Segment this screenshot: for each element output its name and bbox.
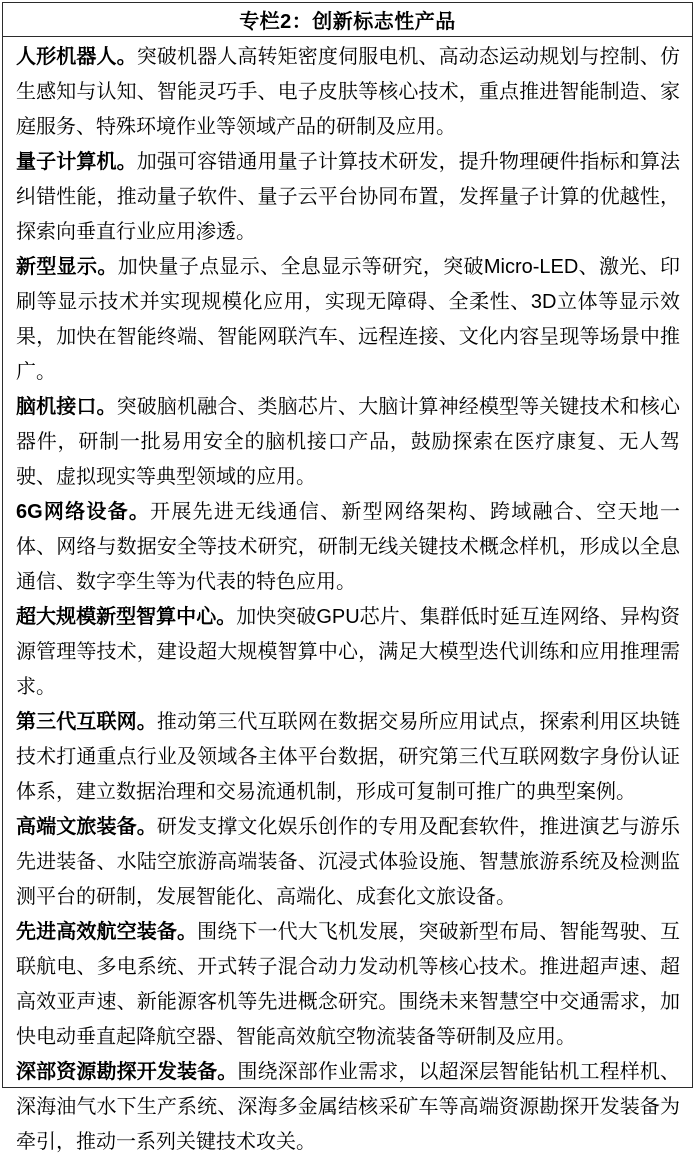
panel-body xyxy=(3,37,692,1166)
entry-text: 突破机器人高转矩密度伺服电机、高动态运动规划与控制、仿生感知与认知、智能灵巧手、电子皮肤等核心技术，重点推进智能制造、家庭服务、特殊环境作业等领域产品的研制及应用。 xyxy=(16,46,680,138)
entry-text: 加快突破GPU芯片、集群低时延互连网络、异构资源管理等技术，建设超大规模智算中心，满足大模型迭代训练和应用推理需求。 xyxy=(16,606,680,698)
entry-paragraph xyxy=(16,915,680,1055)
entry-term: 6G网络设备。 xyxy=(16,501,151,523)
panel-title: 专栏2：创新标志性产品 xyxy=(3,3,692,37)
entry-paragraph xyxy=(16,810,680,915)
entry-text: 开展先进无线通信、新型网络架构、跨域融合、空天地一体、网络与数据安全等技术研究，研制无线关键技术概念样机，形成以全息通信、数字孪生等为代表的特色应用。 xyxy=(16,501,681,593)
entry-text: 突破脑机融合、类脑芯片、大脑计算神经模型等关键技术和核心器件，研制一批易用安全的脑机接口产品，鼓励探索在医疗康复、无人驾驶、虚拟现实等典型领域的应用。 xyxy=(16,396,680,488)
entry-term: 深部资源勘探开发装备。 xyxy=(16,1061,238,1083)
entry-paragraph xyxy=(16,145,680,250)
entry-paragraph xyxy=(16,600,680,705)
entry-paragraph xyxy=(16,495,680,600)
entry-term: 人形机器人。 xyxy=(16,46,137,68)
entry-term: 脑机接口。 xyxy=(16,396,117,418)
entry-text: 围绕深部作业需求，以超深层智能钻机工程样机、深海油气水下生产系统、深海多金属结核采矿车等高端资源勘探开发装备为牵引，推动一系列关键技术攻关。 xyxy=(16,1061,680,1153)
entry-paragraph xyxy=(16,1055,680,1160)
entry-paragraph xyxy=(16,705,680,810)
entry-term: 高端文旅装备。 xyxy=(16,816,157,838)
entry-term: 新型显示。 xyxy=(16,256,118,278)
entry-term: 第三代互联网。 xyxy=(16,711,157,733)
entry-paragraph xyxy=(16,250,680,390)
entry-text: 推动第三代互联网在数据交易所应用试点，探索利用区块链技术打通重点行业及领域各主体平台数据，研究第三代互联网数字身份认证体系，建立数据治理和交易流通机制，形成可复制可推广的典型案例。 xyxy=(16,711,680,803)
entry-term: 先进高效航空装备。 xyxy=(16,921,198,943)
entry-term: 量子计算机。 xyxy=(16,151,137,173)
entry-text: 研发支撑文化娱乐创作的专用及配套软件，推进演艺与游乐先进装备、水陆空旅游高端装备、沉浸式体验设施、智慧旅游系统及检测监测平台的研制，发展智能化、高端化、成套化文旅设备。 xyxy=(16,816,680,908)
entry-paragraph xyxy=(16,40,680,145)
entry-term: 超大规模新型智算中心。 xyxy=(16,606,237,628)
entry-text: 围绕下一代大飞机发展，突破新型布局、智能驾驶、互联航电、多电系统、开式转子混合动力发动机等核心技术。推进超声速、超高效亚声速、新能源客机等先进概念研究。围绕未来智慧空中交通需求，加快电动垂直起降航空器、智能高效航空物流装备等研制及应用。 xyxy=(16,921,680,1048)
column-box-panel xyxy=(2,2,693,1153)
entry-text: 加强可容错通用量子计算技术研发，提升物理硬件指标和算法纠错性能，推动量子软件、量子云平台协同布置，发挥量子计算的优越性，探索向垂直行业应用渗透。 xyxy=(16,151,680,243)
entry-paragraph xyxy=(16,390,680,495)
entry-text: 加快量子点显示、全息显示等研究，突破Micro-LED、激光、印刷等显示技术并实现规模化应用，实现无障碍、全柔性、3D立体等显示效果，加快在智能终端、智能网联汽车、远程连接、文化内容呈现等场景中推广。 xyxy=(16,256,681,383)
